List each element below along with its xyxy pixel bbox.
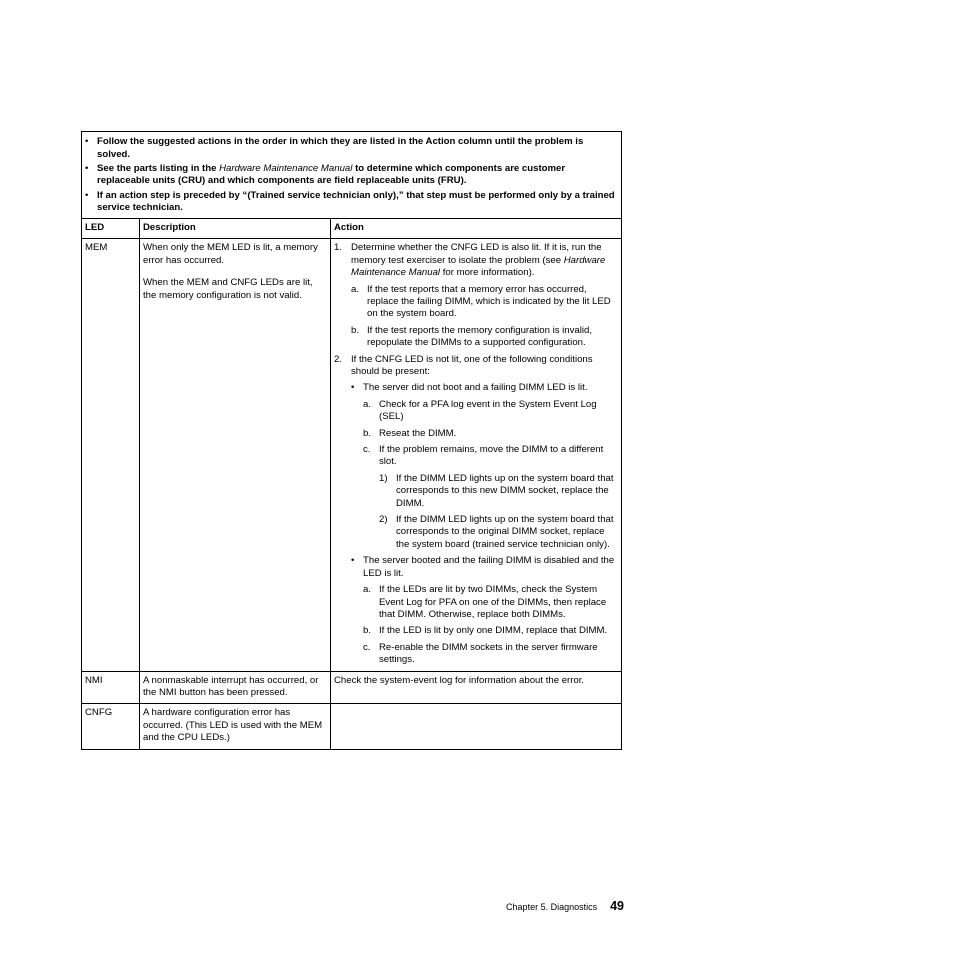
table-row-mem xyxy=(82,239,621,671)
action-substep: a. If the LEDs are lit by two DIMMs, check the System Event Log for PFA on one of the DIMMs, then replace that DIMM. Otherwise, replace both DIMMs. xyxy=(363,584,607,620)
description-cell xyxy=(140,239,331,670)
note-item xyxy=(84,190,617,215)
page-number: 49 xyxy=(610,899,624,913)
bullet-mark: • xyxy=(85,189,89,201)
notes-list xyxy=(82,132,621,219)
page-footer xyxy=(503,899,624,913)
led-cell: MEM xyxy=(82,239,140,670)
description-text: When only the MEM LED is lit, a memory error has occurred. xyxy=(143,242,318,266)
action-cell xyxy=(331,239,621,670)
table-header-row xyxy=(82,219,621,239)
action-substep: a. Check for a PFA log event in the System Event Log (SEL) xyxy=(363,398,597,423)
action-subsubstep: 1) If the DIMM LED lights up on the system board that corresponds to this new DIMM socket, replace the DIMM. xyxy=(379,472,614,509)
led-cell: NMI xyxy=(82,672,140,704)
action-bullet: • The server did not boot and a failing DIMM LED is lit. xyxy=(351,382,588,394)
header-led: LED xyxy=(82,219,140,238)
bullet-mark: • xyxy=(85,136,89,147)
action-step: 2. If the CNFG LED is not lit, one of the following conditions should be present: xyxy=(334,353,593,377)
note-text: Follow the suggested actions in the order in which they are listed in the Action column until the problem is solved. xyxy=(97,136,584,160)
action-substep: b. Reseat the DIMM. xyxy=(363,427,457,439)
action-substep: b. If the LED is lit by only one DIMM, replace that DIMM. xyxy=(363,625,608,637)
note-text: See the parts listing in the Hardware Maintenance Manual to determine which components are customer replaceable units (CRU) and which components are field replaceable units (FRU). xyxy=(97,162,566,187)
header-action: Action xyxy=(334,222,364,234)
description-cell: A nonmaskable interrupt has occurred, or the NMI button has been pressed. xyxy=(140,672,331,704)
action-substep: c. If the problem remains, move the DIMM to a different slot. xyxy=(363,444,604,468)
action-substep: b. If the test reports the memory configuration is invalid, repopulate the DIMMs to a supported configuration. xyxy=(351,324,593,349)
action-subsubstep: 2) If the DIMM LED lights up on the system board that corresponds to the original DIMM socket, replace the system board (trained service technician only). xyxy=(379,514,614,550)
action-substep: c. Re-enable the DIMM sockets in the server firmware settings. xyxy=(363,641,598,666)
note-item xyxy=(84,163,617,188)
action-step: 1. Determine whether the CNFG LED is also lit. If it is, run the memory test exerciser to isolate the problem (see Hardware Maintenance Manual for more information). xyxy=(334,242,606,279)
led-table xyxy=(81,131,622,750)
action-cell xyxy=(331,704,621,748)
table-row-nmi xyxy=(82,672,621,705)
description-text: When the MEM and CNFG LEDs are lit, the memory configuration is not valid. xyxy=(143,277,313,301)
action-cell: Check the system-event log for information about the error. xyxy=(334,674,585,686)
led-cell: CNFG xyxy=(82,704,140,748)
table-row-cnfg xyxy=(82,704,621,748)
action-bullet: • The server booted and the failing DIMM is disabled and the LED is lit. xyxy=(351,555,615,579)
note-item xyxy=(84,136,617,161)
description-cell: A hardware configuration error has occurred. (This LED is used with the MEM and the CPU LEDs.) xyxy=(140,704,331,748)
header-description: Description xyxy=(140,219,331,238)
note-text: If an action step is preceded by “(Trained service technician only),” that step must be performed only by a trained service technician. xyxy=(97,189,615,214)
bullet-mark: • xyxy=(85,162,89,174)
chapter-label: Chapter 5. Diagnostics xyxy=(506,902,598,912)
action-substep: a. If the test reports that a memory error has occurred, replace the failing DIMM, which is indicated by the lit LED on the system board. xyxy=(351,283,611,320)
